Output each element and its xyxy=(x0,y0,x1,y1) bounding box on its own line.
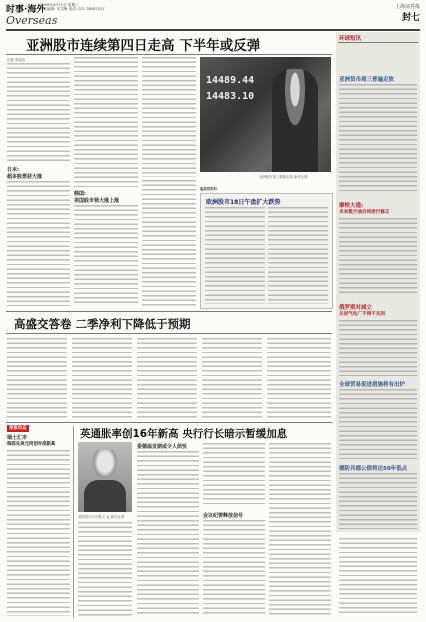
sidebar-item-3-title: 俄罗斯对减立 xyxy=(339,305,373,311)
sidebar-item-3-sub: 关闭气电厂不得不关闭 xyxy=(339,312,385,317)
banker-portrait xyxy=(78,442,132,512)
sidebar-item-2-title: 摩根大通: xyxy=(339,203,364,209)
portrait-body xyxy=(84,480,126,512)
bottom-col1-text xyxy=(78,522,132,616)
mid-col2 xyxy=(72,338,132,418)
sidebar-item-2-sub: 未来数月油价将逆行修正 xyxy=(339,210,390,215)
masthead-rule xyxy=(6,29,420,31)
portrait-head xyxy=(92,450,118,480)
lead-col3-text xyxy=(142,57,196,177)
bottom-left-title: 瑞士汇市 xyxy=(7,435,28,441)
sidebar-header: 环球短讯 xyxy=(339,36,362,42)
bottom-left-text xyxy=(7,450,70,616)
bottom-col2-text xyxy=(137,451,199,616)
sidebar-rule xyxy=(338,42,418,43)
sidebar-item-5-text xyxy=(339,473,417,529)
sidebar-item-1-text xyxy=(339,84,417,194)
lead-byline: 记者 朱周良 xyxy=(7,58,26,62)
page-number: 封七 xyxy=(401,13,420,23)
mid-rule xyxy=(6,333,332,334)
sidebar-item-1-title: 亚洲货币周三普遍走软 xyxy=(339,77,395,83)
bottom-subhead-1: 爱德溢发期或令人烦忧 xyxy=(137,444,188,450)
stock-board-photo xyxy=(200,57,331,172)
lead-col2-text-2 xyxy=(74,205,138,306)
screen-number-1: 14489.44 xyxy=(206,75,255,86)
lead-rule xyxy=(6,54,332,55)
sidebar-item-4-title: 全球贸易促进措施将有出炉 xyxy=(339,382,406,388)
mid-headline: 高盛交答卷 二季净利下降低于预期 xyxy=(14,317,191,331)
chart-article-col2 xyxy=(268,207,328,304)
bottom-left-subtitle: 瑞郎兑美元同创年度新高 xyxy=(7,442,56,447)
lead-sub1: 日本: xyxy=(7,167,19,173)
chart-article-box xyxy=(200,193,333,309)
sidebar-item-2-text xyxy=(339,218,417,296)
mid-col4 xyxy=(202,338,262,418)
screen-number-2: 14483.10 xyxy=(206,91,255,102)
sidebar-item-4-text xyxy=(339,389,417,459)
lead-col1-text-2 xyxy=(7,181,70,306)
chart-label: 编者按资料 xyxy=(200,187,217,191)
lead-sub2-title: 美国股市领大涨上涨 xyxy=(74,198,120,204)
photo-caption: 亚洲股市周三继续走高 新华社图 xyxy=(259,175,308,179)
section-title: 时事·海外 xyxy=(6,5,46,15)
issue-date: 2009年4月15日 星期三 xyxy=(40,3,79,7)
mid-col5 xyxy=(267,338,331,418)
lead-headline: 亚洲股市连续第四日走高 下半年或反弹 xyxy=(26,38,261,54)
editor-phone: 电话: 021-38967527 xyxy=(68,7,105,12)
bottom-col3-text xyxy=(203,443,265,507)
sidebar-item-3-text xyxy=(339,320,417,376)
chart-article-col1 xyxy=(205,207,265,304)
portrait-caption: 英国央行行长默文·金 新华社图 xyxy=(78,515,125,519)
sidebar-bottom-text xyxy=(339,538,417,616)
bottom-rule xyxy=(6,422,332,423)
lead-sub1-title: 超多股票获大涨 xyxy=(7,174,43,180)
chart-article-title: 欧洲股市18日午盘扩大跌势 xyxy=(206,199,281,206)
masthead-info xyxy=(40,3,105,12)
bottom-left-tag: 预报动态 xyxy=(9,426,27,431)
mid-rule-top xyxy=(6,311,332,312)
lead-col1-text xyxy=(7,63,70,163)
lead-col2-text xyxy=(74,57,138,187)
newspaper-name: 上海证券报 xyxy=(394,4,420,10)
lead-col3-text-2 xyxy=(142,180,196,306)
bottom-headline: 英通胀率创16年新高 央行行长暗示暂缓加息 xyxy=(80,428,288,440)
bottom-col3-text-2 xyxy=(203,520,265,616)
section-english: Overseas xyxy=(6,14,58,27)
mid-col1 xyxy=(7,338,67,418)
mid-col3 xyxy=(137,338,197,418)
bottom-col4-text xyxy=(269,443,331,616)
trader-figure xyxy=(272,69,318,172)
bottom-subhead-2: 会议纪要释放信号 xyxy=(203,513,244,519)
bottom-divider xyxy=(73,426,74,618)
lead-sub2: 韩国: xyxy=(74,191,86,197)
sidebar-item-5-title: 德防共德公债将达50年低点 xyxy=(339,466,408,472)
editor-name: 责任编辑: 朱雪梅 xyxy=(40,7,68,12)
